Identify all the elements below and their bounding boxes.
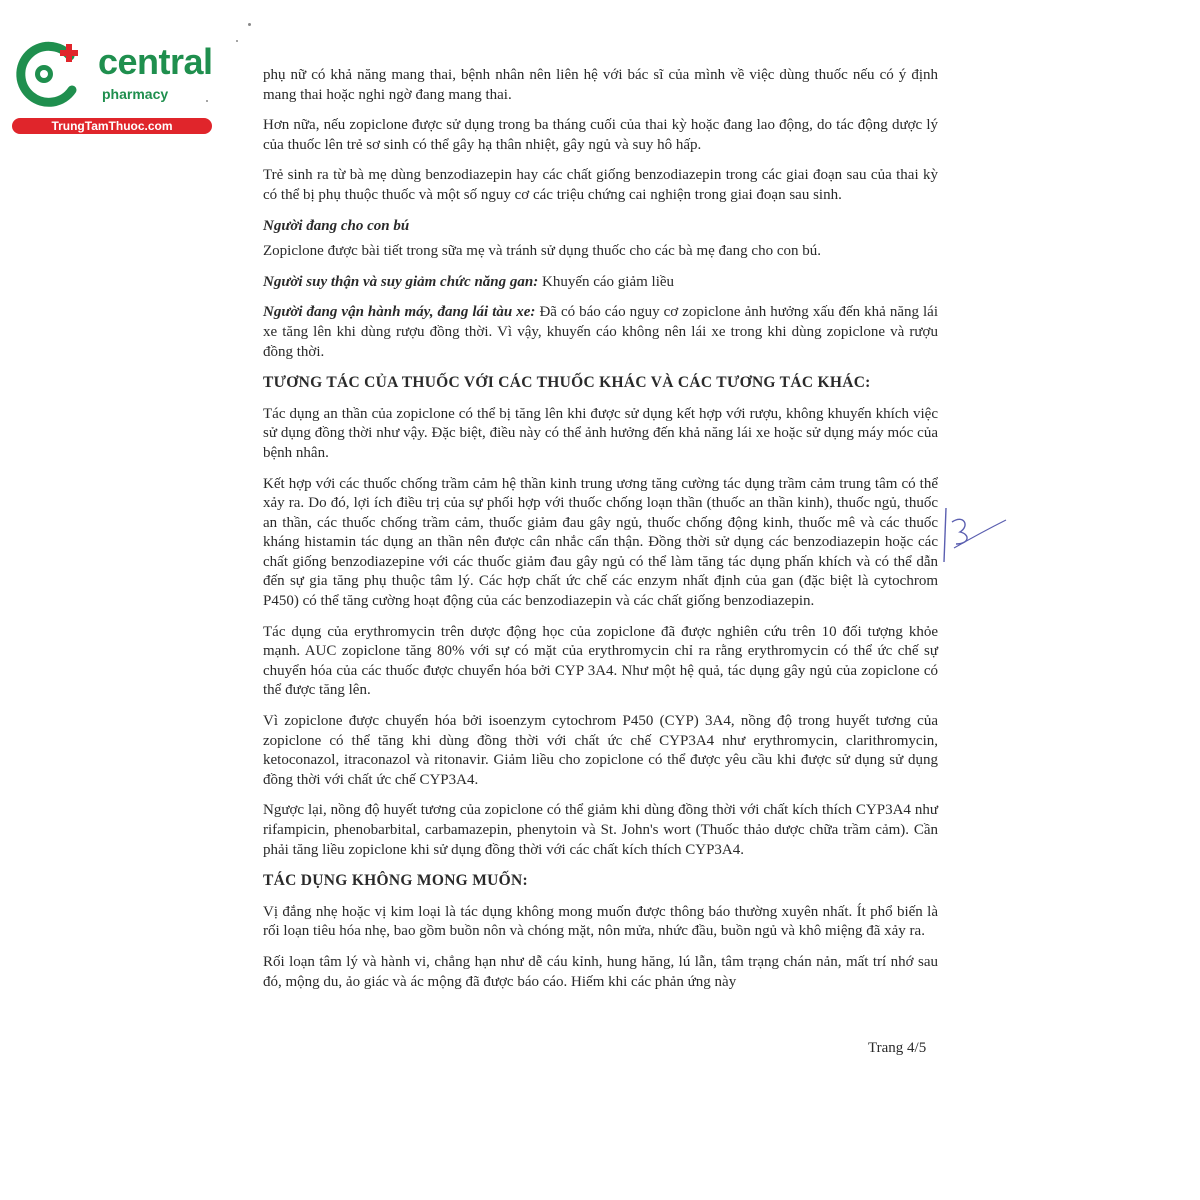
pharmacy-cross-c-icon	[10, 38, 90, 108]
paragraph-driving	[263, 303, 938, 362]
heading-breastfeeding: Người đang cho con bú	[263, 217, 410, 234]
paragraph-alcohol: Tác dụng an thần của zopiclone có thể bị tăng lên khi được sử dụng kết hợp với rượu, không khuyến khích việc sử dụng đồng thời như vậy. Đặc biệt, điều này có thể ảnh hưởng đến khả năng lái xe hoặc sử dụng máy móc của bệnh nhân.	[263, 405, 938, 461]
page-number: Trang 4/5	[868, 1040, 927, 1056]
heading-side-effects: TÁC DỤNG KHÔNG MONG MUỐN:	[263, 872, 528, 890]
paragraph-pregnancy-advice: phụ nữ có khả năng mang thai, bệnh nhân nên liên hệ với bác sĩ của mình về việc dùng thuốc nếu có ý định mang thai hoặc nghi ngờ đang mang thai.	[263, 67, 938, 103]
paragraph-cyp3a4-inducers: Ngược lại, nồng độ huyết tương của zopiclone có thể giảm khi dùng đồng thời với chất kích thích CYP3A4 như rifampicin, phenobarbital, carbamazepin, phenytoin và St. John's wort (Thuốc thảo dược chữa trầm cảm). Cần phải tăng liều zopiclone khi sử dụng đồng thời với các chất kích thích CYP3A4.	[263, 802, 938, 858]
paragraph-renal-hepatic	[263, 273, 938, 293]
renal-label: Người suy thận và suy giảm chức năng gan:	[263, 273, 539, 290]
paragraph-psychological-effects: Rối loạn tâm lý và hành vi, chẳng hạn như dễ cáu kỉnh, hung hăng, lú lẫn, tâm trạng chán nản, mất trí nhớ sau đó, mộng du, ảo giác và ác mộng đã được báo cáo. Hiếm khi các phản ứng này	[263, 953, 938, 990]
driving-label: Người đang vận hành máy, đang lái tàu xe:	[263, 304, 536, 321]
renal-text: Khuyến cáo giảm liều	[541, 273, 675, 290]
heading-interactions: TƯƠNG TÁC CỦA THUỐC VỚI CÁC THUỐC KHÁC VÀ CÁC TƯƠNG TÁC KHÁC:	[263, 374, 871, 392]
paragraph-third-trimester: Hơn nữa, nếu zopiclone được sử dụng trong ba tháng cuối của thai kỳ hoặc đang lao động, do tác động dược lý của thuốc lên trẻ sơ sinh có thể gây hạ thân nhiệt, gây ngủ và suy hô hấp.	[263, 117, 938, 153]
scan-speck	[206, 100, 208, 102]
scan-speck	[236, 40, 238, 42]
paragraph-cyp3a4-inhibitors: Vì zopiclone được chuyển hóa bởi isoenzym cytochrom P450 (CYP) 3A4, nồng độ trong huyết tương của zopiclone có thể tăng khi dùng đồng thời với chất ức chế CYP3A4 như erythromycin, clarithromycin, ketoconazol, itraconazol và ritonavir. Giảm liều cho zopiclone có thể được yêu cầu khi được sử dụng sử dụng đồng thời với chất ức chế CYP3A4.	[263, 713, 938, 788]
handwritten-initials	[940, 500, 1010, 570]
scan-speck	[248, 23, 251, 26]
driving-text: Đã có báo cáo nguy cơ zopiclone ảnh hưởng xấu đến khả năng lái xe tăng lên khi dùng rượu đồng thời. Vì vậy, khuyến cáo không nên lái xe trong khi dùng zopiclone và rượu đồng thời.	[263, 304, 939, 360]
paragraph-common-side-effects: Vị đắng nhẹ hoặc vị kim loại là tác dụng không mong muốn được thông báo thường xuyên nhất. Ít phổ biến là rối loạn tiêu hóa nhẹ, bao gồm buồn nôn và chóng mặt, nôn mửa, nhức đầu, buồn ngủ và khô miệng đã xảy ra.	[263, 903, 938, 940]
paragraph-breastfeeding: Zopiclone được bài tiết trong sữa mẹ và tránh sử dụng thuốc cho các bà mẹ đang cho con bú.	[263, 243, 821, 260]
paragraph-erythromycin: Tác dụng của erythromycin trên dược động học của zopiclone đã được nghiên cứu trên 10 đối tượng khỏe mạnh. AUC zopiclone tăng 80% với sự có mặt của erythromycin chỉ ra rằng erythromycin có thể ức chế sự chuyển hóa của các thuốc được chuyển hóa bởi CYP 3A4. Như một hệ quả, tác dụng gây ngủ của zopiclone có thể được tăng lên.	[263, 623, 938, 699]
brand-name: central	[98, 41, 213, 82]
brand-sub: pharmacy	[102, 86, 169, 102]
paragraph-cns-depressants: Kết hợp với các thuốc chống trầm cảm hệ thần kinh trung ương tăng cường tác dụng trầm cảm trung tâm có thể xảy ra. Do đó, lợi ích điều trị của sự phối hợp với thuốc chống loạn thần (thuốc an thần kinh), thuốc ngủ, thuốc an thần, các thuốc chống trầm cảm, thuốc giảm đau gây ngủ, thuốc chống động kinh, thuốc mê và các thuốc kháng histamin tác dụng an thần nên được cân nhắc cẩn thận. Đồng thời sử dụng các benzodiazepin hoặc các chất giống benzodiazepine với các thuốc giảm đau gây ngủ có thể làm tăng tác dụng phấn khích và có thể dẫn đến sự gia tăng phụ thuộc tâm lý. Các hợp chất ức chế các enzym nhất định của gan (đặc biệt là cytochrom P450) có thể tăng cường hoạt động của các benzodiazepin và các chất giống benzodiazepin.	[263, 475, 938, 610]
site-url: TrungTamThuoc.com	[12, 118, 212, 134]
central-pharmacy-logo	[10, 38, 215, 138]
document-body	[263, 66, 938, 1003]
paragraph-newborn-dependence: Trẻ sinh ra từ bà mẹ dùng benzodiazepin hay các chất giống benzodiazepin trong các giai đoạn sau của thai kỳ có thể bị phụ thuộc thuốc và một số nguy cơ các triệu chứng cai nghiện trong giai đoạn sau sinh.	[263, 167, 938, 203]
